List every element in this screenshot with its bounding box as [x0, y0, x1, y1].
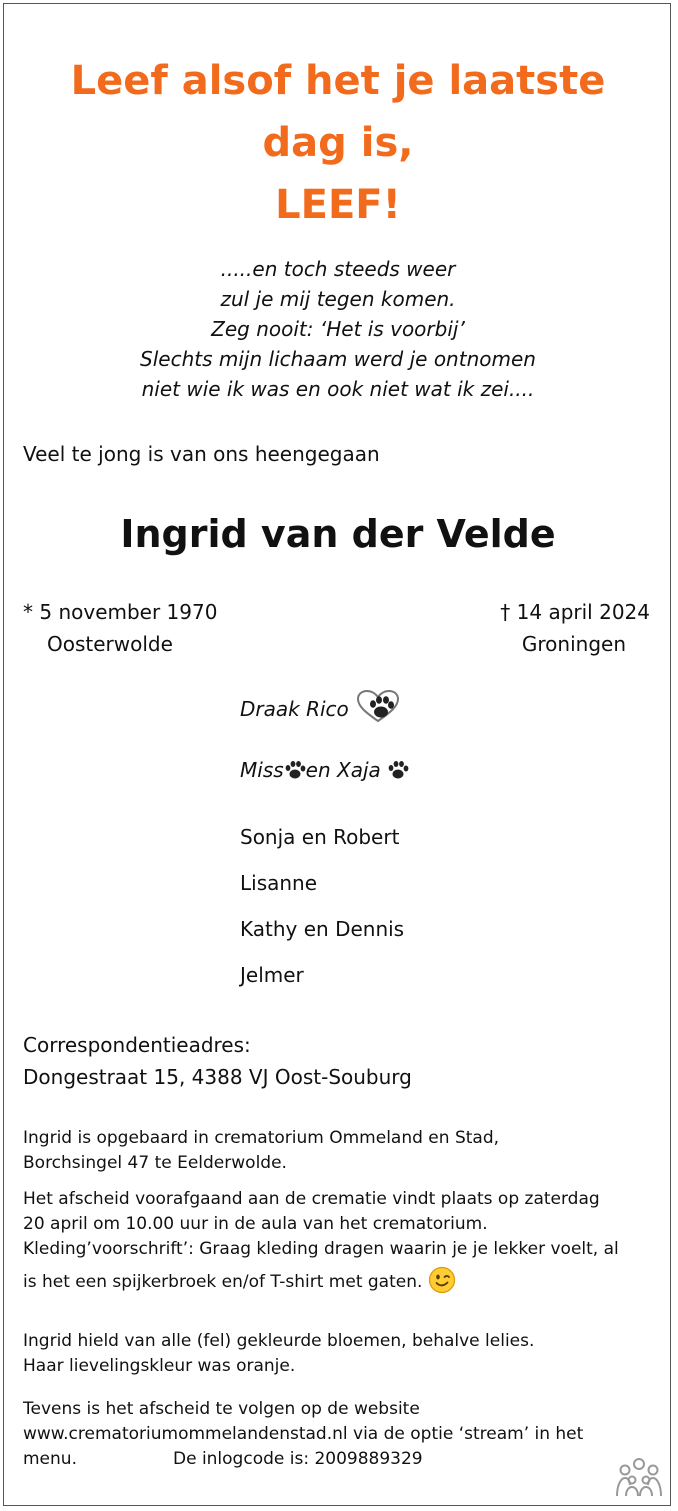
pet-line-miss-xaja — [240, 752, 409, 814]
details-line: Ingrid hield van alle (fel) gekleurde bloemen, behalve lelies. — [23, 1331, 535, 1351]
details-line: menu. — [23, 1449, 77, 1469]
birth-place: Oosterwolde — [47, 632, 173, 656]
birth-date: * 5 november 1970 — [23, 600, 218, 624]
pet-name-rico: Draak Rico — [240, 697, 349, 721]
details-flowers — [23, 1329, 658, 1379]
poem — [4, 254, 672, 404]
paw-print-icon — [284, 760, 306, 780]
details-line-with-smiley — [23, 1266, 658, 1295]
pet-name-miss: Miss — [240, 758, 284, 782]
details-line: Tevens is het afscheid te volgen op de website — [23, 1399, 420, 1419]
poem-line: .....en toch steeds weer — [220, 257, 456, 281]
death-place: Groningen — [521, 632, 626, 656]
poem-line: Slechts mijn lichaam werd je ontnomen — [140, 347, 536, 371]
details-line: 20 april om 10.00 uur in de aula van het crematorium. — [23, 1214, 488, 1234]
details-line: Kleding’voorschrift’: Graag kleding dragen waarin je je lekker voelt, al — [23, 1239, 619, 1259]
headline — [4, 50, 672, 236]
details-line: Haar lievelingskleur was oranje. — [23, 1356, 296, 1376]
poem-line: Zeg nooit: ‘Het is voorbij’ — [211, 317, 465, 341]
pet-line-rico — [240, 690, 409, 752]
family-member: Jelmer — [240, 963, 304, 987]
headline-line-3: LEEF! — [275, 182, 401, 228]
details-farewell — [23, 1187, 658, 1295]
login-code: De inlogcode is: 2009889329 — [172, 1449, 423, 1469]
correspondence-address — [23, 1029, 412, 1093]
details-line-last — [23, 1447, 658, 1472]
paw-print-icon — [387, 760, 409, 780]
headline-line-1: Leef alsof het je laatste — [70, 58, 606, 104]
details-viewing — [23, 1126, 658, 1176]
death-info — [500, 596, 650, 660]
details-line: www.crematoriumommelandenstad.nl via de optie ‘stream’ in het — [23, 1424, 584, 1444]
obituary-card — [3, 3, 671, 1506]
pet-name-xaja: en Xaja — [305, 758, 381, 782]
poem-line: niet wie ik was en ook niet wat ik zei.... — [141, 377, 535, 401]
details-line: is het een spijkerbroek en/of T-shirt met gaten. — [23, 1272, 423, 1292]
family-member: Lisanne — [240, 871, 318, 895]
details-stream — [23, 1397, 658, 1472]
details-line: Ingrid is opgebaard in crematorium Ommeland en Stad, — [23, 1128, 500, 1148]
birth-info — [23, 596, 217, 660]
details-line: Borchsingel 47 te Eelderwolde. — [23, 1153, 287, 1173]
poem-line: zul je mij tegen komen. — [220, 287, 456, 311]
family-list — [240, 690, 409, 998]
correspondence-label: Correspondentieadres: — [23, 1033, 251, 1057]
family-member: Kathy en Dennis — [240, 917, 405, 941]
heart-paw-icon — [355, 690, 401, 724]
intro-text: Veel te jong is van ons heengegaan — [23, 442, 380, 466]
details-line: Het afscheid voorafgaand aan de crematie vindt plaats op zaterdag — [23, 1189, 600, 1209]
winking-smiley-icon — [428, 1266, 456, 1294]
family-group-logo-icon — [614, 1457, 664, 1499]
headline-line-2: dag is, — [262, 120, 414, 166]
deceased-name: Ingrid van der Velde — [120, 512, 556, 556]
family-member: Sonja en Robert — [240, 825, 400, 849]
correspondence-street: Dongestraat 15, 4388 VJ Oost-Souburg — [23, 1065, 412, 1089]
death-date: † 14 april 2024 — [500, 600, 650, 624]
